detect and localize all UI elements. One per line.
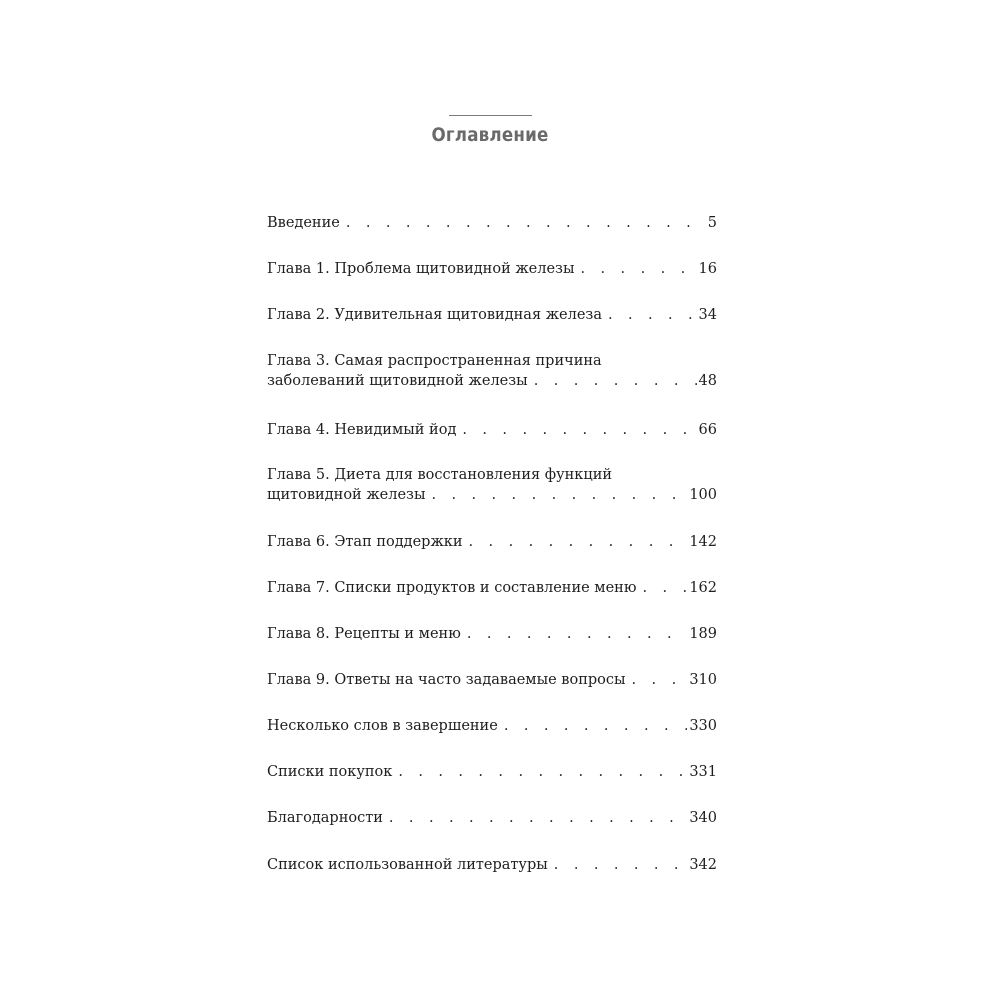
- toc-page-number: 342: [689, 857, 717, 873]
- toc-page-number: 330: [689, 718, 717, 734]
- dot-leader: [504, 716, 688, 736]
- dot-leader: [469, 532, 688, 552]
- toc-entry-title-line-1: Глава 5. Диета для восстановления функций: [267, 467, 613, 483]
- toc-entry-title: Списки покупок: [267, 764, 393, 780]
- toc-entry-chapter-4[interactable]: [267, 420, 717, 440]
- dot-leader: [642, 578, 687, 598]
- toc-page-number: 34: [698, 307, 717, 323]
- page-title: Оглавление: [431, 124, 549, 146]
- toc-entry-title: Глава 2. Удивительная щитовидная железа: [267, 307, 602, 323]
- toc-entry-title: Глава 8. Рецепты и меню: [267, 626, 461, 642]
- toc-entry-chapter-6[interactable]: [267, 532, 717, 552]
- toc-page-number: 310: [689, 672, 717, 688]
- toc-entry-chapter-7[interactable]: [267, 578, 717, 598]
- dot-leader: [554, 855, 688, 875]
- toc-entry-title: Глава 6. Этап поддержки: [267, 534, 463, 550]
- toc-entry-title: Благодарности: [267, 810, 383, 826]
- toc-entry-introduction[interactable]: [267, 213, 717, 233]
- toc-entry-chapter-1[interactable]: [267, 259, 717, 279]
- toc-page-number: 331: [689, 764, 717, 780]
- toc-entry-chapter-3[interactable]: [267, 351, 717, 391]
- toc-page-number: 142: [689, 534, 717, 550]
- dot-leader: [431, 485, 687, 505]
- toc-entry-title: щитовидной железы: [267, 487, 426, 503]
- toc-page-number: 189: [689, 626, 717, 642]
- toc-entry-acknowledgements[interactable]: [267, 808, 717, 828]
- toc-entry-title: Глава 1. Проблема щитовидной железы: [267, 261, 575, 277]
- dot-leader: [462, 420, 696, 440]
- toc-entry-title: Несколько слов в завершение: [267, 718, 498, 734]
- toc-entry-chapter-5[interactable]: [267, 465, 717, 505]
- toc-entry-title: Глава 7. Списки продуктов и составление меню: [267, 580, 637, 596]
- dot-leader: [346, 213, 706, 233]
- dot-leader: [534, 371, 697, 391]
- toc-page-number: 5: [707, 215, 717, 231]
- toc-entry-title: Введение: [267, 215, 340, 231]
- dot-leader: [389, 808, 687, 828]
- toc-page-number: 66: [698, 422, 717, 438]
- toc-entry-references[interactable]: [267, 855, 717, 875]
- toc-page-number: 100: [689, 487, 717, 503]
- dot-leader: [608, 305, 697, 325]
- dot-leader: [467, 624, 687, 644]
- dot-leader: [632, 670, 688, 690]
- toc-entry-title: Список использованной литературы: [267, 857, 548, 873]
- toc-entry-chapter-2[interactable]: [267, 305, 717, 325]
- toc-entry-conclusion[interactable]: [267, 716, 717, 736]
- toc-entry-title: заболеваний щитовидной железы: [267, 373, 528, 389]
- title-rule: [449, 115, 532, 116]
- toc-entry-title: Глава 4. Невидимый йод: [267, 422, 457, 438]
- toc-page-number: 48: [698, 373, 717, 389]
- toc-page-number: 340: [689, 810, 717, 826]
- toc-entry-chapter-8[interactable]: [267, 624, 717, 644]
- toc-page-number: 162: [689, 580, 717, 596]
- toc-entry-title-line-1: Глава 3. Самая распространенная причина: [267, 353, 602, 369]
- toc-page-number: 16: [698, 261, 717, 277]
- toc-entry-title: Глава 9. Ответы на часто задаваемые вопросы: [267, 672, 626, 688]
- toc-entry-chapter-9[interactable]: [267, 670, 717, 690]
- dot-leader: [581, 259, 697, 279]
- dot-leader: [398, 762, 687, 782]
- toc-entry-shopping-lists[interactable]: [267, 762, 717, 782]
